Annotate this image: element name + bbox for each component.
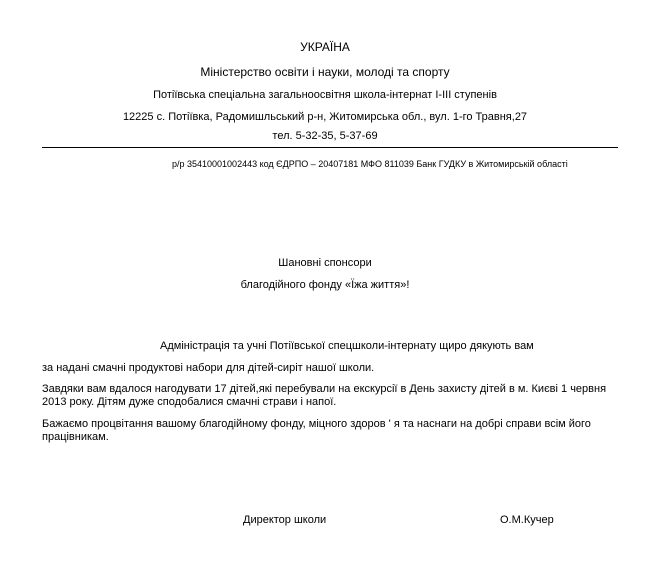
- signature-name: О.М.Кучер: [500, 514, 554, 526]
- header-country: УКРАЇНА: [300, 40, 350, 54]
- header-address: 12225 с. Потіївка, Радомишльський р-н, Житомирська обл., вул. 1-го Травня,27: [122, 111, 528, 123]
- header-ministry: Міністерство освіти і науки, молоді та спорту: [200, 65, 450, 79]
- signature-position: Директор школи: [243, 514, 327, 526]
- bank-details: р/р 35410001002443 код ЄДРПО – 20407181 МФО 811039 Банк ГУДКУ в Житомирській області: [172, 159, 568, 169]
- greeting-line1: Шановні спонсори: [278, 257, 372, 269]
- paragraph1-line2: за надані смачні продуктові набори для дітей-сиріт нашої школи.: [42, 362, 375, 374]
- paragraph3: Бажаємо процвітання вашому благодійному фонду, міцного здоров ' я та наснаги на добрі справи всім його працівникам.: [42, 418, 591, 443]
- header-phone: тел. 5-32-35, 5-37-69: [272, 130, 378, 142]
- paragraph1-line1: Адміністрація та учні Потіївської спецшколи-інтернату щиро дякують вам: [160, 340, 534, 352]
- header-school: Потіївська спеціальна загальноосвітня школа-інтернат І-ІІІ ступенів: [153, 89, 497, 101]
- header-divider: [42, 147, 618, 148]
- greeting-line2: благодійного фонду «Їжа життя»!: [240, 279, 410, 291]
- paragraph2: Завдяки вам вдалося нагодувати 17 дітей,які перебували на екскурсії в День захисту дітей в м. Києві 1 червня 2013 року. Дітям дуже сподобалися смачні страви і напої.: [42, 383, 607, 408]
